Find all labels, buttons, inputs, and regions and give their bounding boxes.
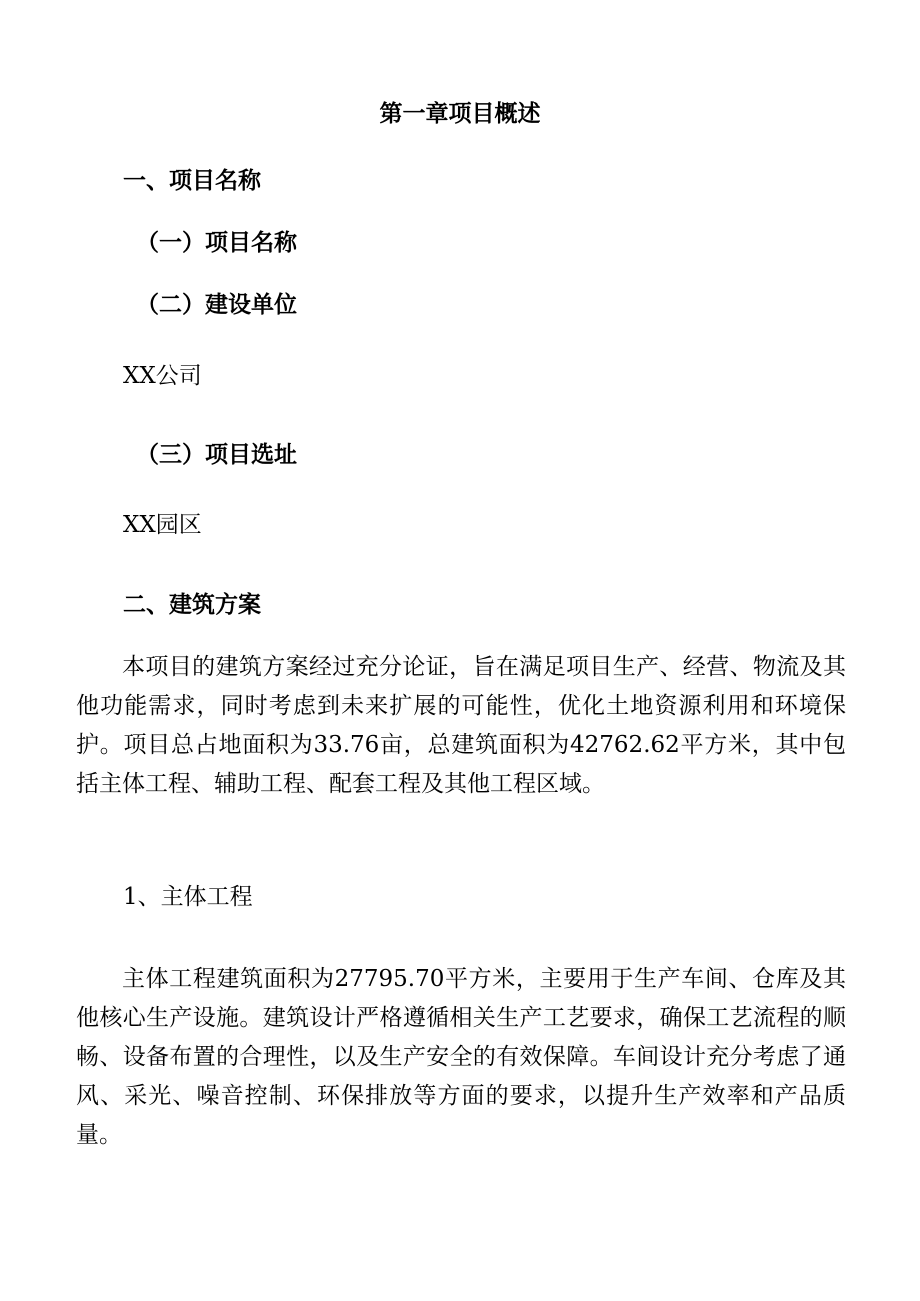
site-value: XX园区	[123, 512, 202, 538]
architecture-intro-paragraph: 本项目的建筑方案经过充分论证，旨在满足项目生产、经营、物流及其他功能需求，同时考虑到未来扩展的可能性，优化土地资源利用和环境保护。项目总占地面积为33.76亩，总建筑面积为42762.62平方米，其中包括主体工程、辅助工程、配套工程及其他工程区域。	[76, 654, 846, 797]
subsection-heading-builder: （二）建设单位	[136, 291, 297, 318]
section-heading-project-name: 一、项目名称	[123, 167, 261, 194]
section-heading-architecture: 二、建筑方案	[123, 591, 261, 618]
subsection-heading-site: （三）项目选址	[136, 441, 297, 468]
chapter-title: 第一章项目概述	[379, 100, 541, 127]
main-works-paragraph: 主体工程建筑面积为27795.70平方米，主要用于生产车间、仓库及其他核心生产设施。建筑设计严格遵循相关生产工艺要求，确保工艺流程的顺畅、设备布置的合理性，以及生产安全的有效保障。车间设计充分考虑了通风、采光、噪音控制、环保排放等方面的要求，以提升生产效率和产品质量。	[76, 966, 846, 1148]
subsection-heading-project-name: （一）项目名称	[136, 229, 297, 256]
item-heading-main-works: 1、主体工程	[123, 884, 253, 910]
builder-value: XX公司	[123, 363, 202, 389]
